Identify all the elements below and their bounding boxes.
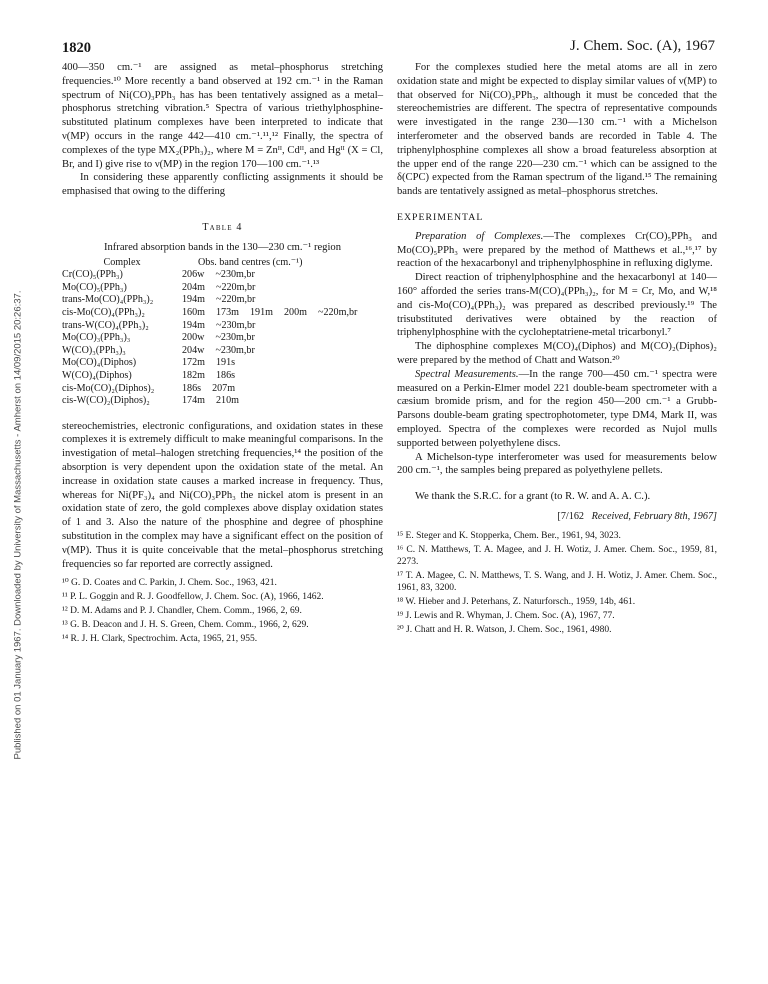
table-row	[62, 307, 368, 320]
complex-cell: cis-W(CO)₂(Diphos)₂	[62, 395, 150, 407]
band-value: 210m	[216, 395, 239, 407]
bands-cell	[182, 395, 368, 408]
left-paragraph-3: stereochemistries, electronic configurations, and oxidation states in these complexes it is extremely difficult to make meaningful comparisons. In the investigation of metal–halogen stretching frequencies,¹⁴ the position of the absorption is very dependent upon the oxidation state of the metal. An increase in oxidation state causes a marked increase in frequency. Thus, whereas for Ni(PF₃)₄ and Ni(CO)₃PPh₃ the nickel atom is present in an oxidation state of zero, the gold complexes above display oxidation states of 1 and 3. Also the nature of the phosphine and degree of phosphine substitution in the complex may have a significant effect on the position of ν(MP). Thus it is quite conceivable that the metal–phosphorus stretching frequencies so far reported are correctly assigned.	[62, 420, 383, 570]
band-value: 186s	[182, 382, 202, 394]
complex-cell: trans-Mo(CO)₄(PPh₃)₂	[62, 294, 154, 306]
band-value: ~220m,br	[318, 306, 358, 318]
direct-reaction-paragraph: Direct reaction of triphenylphosphine and the hexacarbonyl at 140—160° afforded the series trans-M(CO)₄(PPh₃)₂, for M = Cr, Mo, and W,¹⁸ and cis-Mo(CO)₄(PPh₃)₂ was prepared as described previously.¹⁹ The trisubstituted derivatives were obtained by the reaction of triphenylphosphine with the cycloheptatriene-metal tricarbonyl.⁷	[397, 272, 717, 339]
table-title: Table 4	[202, 221, 243, 233]
table-row	[62, 294, 368, 307]
bands-cell	[182, 307, 368, 320]
complex-cell: Mo(CO)₄(Diphos)	[62, 357, 137, 369]
footnote: ¹⁹ J. Lewis and R. Whyman, J. Chem. Soc. (A), 1967, 77.	[397, 610, 615, 621]
bands-cell	[182, 269, 368, 282]
band-value: 173m	[216, 306, 239, 318]
footnote: ¹⁸ W. Hieber and J. Peterhans, Z. Naturforsch., 1959, 14b, 461.	[397, 596, 636, 607]
right-column	[397, 61, 717, 636]
received-date: Received, February 8th, 1967]	[591, 510, 717, 522]
section-heading-experimental: EXPERIMENTAL	[397, 211, 484, 223]
spectral-heading: Spectral Measurements.	[415, 368, 519, 380]
table-row	[62, 383, 368, 396]
download-watermark-text: Published on 01 January 1967. Downloaded by University of Massachusetts - Amherst on 14/09/2015 20:26:37.	[12, 290, 24, 760]
left-paragraph-1: 400—350 cm.⁻¹ are assigned as metal–phosphorus stretching frequencies.¹⁰ More recently a band observed at 192 cm.⁻¹ in the Raman spectrum of Ni(CO)₃PPh₃ has has been tentatively assigned as a metal–phosphorus stretching vibration.⁵ Spectra of various triethylphosphine-substituted platinum complexes have been interpreted to indicate that ν(MP) occurs in the range 442—410 cm.⁻¹.¹¹,¹² Finally, the spectra of complexes of the type MX₂(PPh₃)₂, where M = Znᴵᴵ, Cdᴵᴵ, and Hgᴵᴵ (X = Cl, Br, and I) give rise to ν(MP) in the region 170—100 cm.⁻¹.¹³	[62, 62, 383, 170]
footnote: ¹¹ P. L. Goggin and R. J. Goodfellow, J. Chem. Soc. (A), 1966, 1462.	[62, 592, 324, 603]
band-value: 160m	[182, 306, 205, 318]
michelson-paragraph: A Michelson-type interferometer was used for measurements below 200 cm.⁻¹, the samples being prepared as polyethylene pellets.	[397, 451, 717, 477]
band-value: 174m	[182, 395, 205, 407]
bands-cell	[182, 282, 368, 295]
footnote: ¹⁶ C. N. Matthews, T. A. Magee, and J. H. Wotiz, J. Amer. Chem. Soc., 1959, 81, 2273.	[397, 544, 717, 567]
footnote: ¹⁵ E. Steger and K. Stopperka, Chem. Ber., 1961, 94, 3023.	[397, 530, 621, 541]
bands-cell	[182, 294, 368, 307]
table-row	[62, 395, 368, 408]
footnote: ¹³ G. B. Deacon and J. H. S. Green, Chem. Comm., 1966, 2, 629.	[62, 620, 309, 631]
right-paragraph-1: For the complexes studied here the metal atoms are all in zero oxidation state and might be expected to display similar values of ν(MP) to that observed for Ni(CO)₃PPh₃, although it must be conceded that the stereochemistries are different. The spectra of representative compounds were investigated in the range 230—130 cm.⁻¹ with a Michelson interferometer and the observed bands are recorded in Table 4. The triphenylphosphine complexes all show a broad featureless absorption at the upper end of the range 220—230 cm.⁻¹ which can be assigned to the δ(CPC) expected from the Raman spectrum of the ligand.¹⁵ The remaining bands are tentatively assigned as metal–phosphorus stretches.	[397, 62, 717, 198]
table-header-row	[62, 257, 368, 270]
left-paragraph-2: In considering these apparently conflicting assignments it should be emphasised that owing to the differing	[62, 172, 383, 198]
footnote: ¹² D. M. Adams and P. J. Chandler, Chem. Comm., 1966, 2, 69.	[62, 606, 302, 617]
band-value: 200w	[182, 332, 205, 344]
complex-cell: Mo(CO)₃(PPh₃)₃	[62, 332, 131, 344]
received-line	[397, 510, 717, 524]
band-value: 194m	[182, 294, 205, 306]
band-value: ~230m,br	[215, 332, 255, 344]
footnote: ²⁰ J. Chatt and H. R. Watson, J. Chem. Soc., 1961, 4980.	[397, 624, 612, 635]
column-header-obs: Obs. band centres (cm.⁻¹)	[198, 256, 303, 268]
preparation-text: —The complexes Cr(CO)₅PPh₃ and Mo(CO)₅PPh₃ were prepared by the method of Matthews et al.,¹⁶,¹⁷ by reaction of the hexacarbonyl and triphenylphosphine in refluxing diglyme.	[397, 230, 717, 270]
band-value: ~230m,br	[216, 319, 256, 331]
table-row	[62, 357, 368, 370]
bands-cell	[182, 345, 368, 358]
bands-cell	[182, 357, 368, 370]
band-value: 194m	[182, 319, 205, 331]
ir-bands-table	[62, 257, 368, 408]
band-value: 204w	[182, 344, 205, 356]
bands-cell	[182, 383, 368, 396]
band-value: ~230m,br	[215, 344, 255, 356]
table-row	[62, 269, 368, 282]
band-value: 191m	[250, 306, 273, 318]
band-value: 186s	[216, 369, 236, 381]
spectral-text: —In the range 700—450 cm.⁻¹ spectra were measured on a Perkin-Elmer model 221 double-beam spectrometer with a cæsium bromide prism, and for the region 450—200 cm.⁻¹ a Grubb-Parsons double-beam grating spectrophotometer, type DM4, Mark II, was employed. Spectra of the complexes were recorded as Nujol mulls supported between polyethylene discs.	[397, 368, 717, 449]
preparation-heading: Preparation of Complexes.	[415, 230, 544, 242]
bands-cell	[182, 370, 368, 383]
complex-cell: W(CO)₄(Diphos)	[62, 369, 132, 381]
footnote: ¹⁷ T. A. Magee, C. N. Matthews, T. S. Wang, and J. H. Wotiz, J. Amer. Chem. Soc., 1961, 83, 3200.	[397, 570, 717, 593]
preparation-paragraph	[397, 230, 717, 271]
left-column	[62, 61, 383, 645]
footnote: ¹⁰ G. D. Coates and C. Parkin, J. Chem. Soc., 1963, 421.	[62, 578, 277, 589]
band-value: 200m	[284, 306, 307, 318]
spectral-paragraph	[397, 368, 717, 451]
band-value: 206w	[182, 269, 205, 281]
bands-cell	[182, 320, 368, 333]
table-caption: Infrared absorption bands in the 130—230 cm.⁻¹ region	[103, 241, 342, 253]
complex-cell: W(CO)₃(PPh₃)₃	[62, 344, 126, 356]
band-value: ~220m,br	[216, 294, 256, 306]
complex-cell: Mo(CO)₅(PPh₃)	[62, 281, 127, 293]
table-body	[62, 269, 368, 408]
band-value: 182m	[182, 369, 205, 381]
right-footnotes	[397, 530, 717, 636]
table-row	[62, 332, 368, 345]
footnote: ¹⁴ R. J. H. Clark, Spectrochim. Acta, 1965, 21, 955.	[62, 634, 258, 645]
complex-cell: cis-Mo(CO)₂(Diphos)₂	[62, 382, 155, 394]
acknowledgement: We thank the S.R.C. for a grant (to R. W. and A. A. C.).	[415, 491, 651, 503]
table-row	[62, 282, 368, 295]
band-value: 191s	[216, 357, 236, 369]
band-value: ~230m,br	[215, 269, 255, 281]
band-value: 204m	[182, 281, 205, 293]
reference-code: [7/162	[557, 510, 585, 522]
complex-cell: cis-Mo(CO)₄(PPh₃)₂	[62, 306, 145, 318]
page-number: 1820	[62, 40, 91, 56]
band-value: 207m	[212, 382, 236, 394]
band-value: 172m	[182, 357, 205, 369]
complex-cell: Cr(CO)₅(PPh₃)	[62, 269, 123, 281]
table-row	[62, 345, 368, 358]
bands-cell	[182, 332, 368, 345]
table-row	[62, 370, 368, 383]
band-value: ~220m,br	[216, 281, 256, 293]
left-footnotes	[62, 577, 383, 645]
table-row	[62, 320, 368, 333]
complex-cell: trans-W(CO)₄(PPh₃)₂	[62, 319, 149, 331]
journal-running-head: J. Chem. Soc. (A), 1967	[570, 38, 715, 54]
diphosphine-paragraph: The diphosphine complexes M(CO)₄(Diphos) and M(CO)₂(Diphos)₂ were prepared by the method of Chatt and Watson.²⁰	[397, 341, 717, 366]
column-header-complex: Complex	[103, 256, 141, 268]
